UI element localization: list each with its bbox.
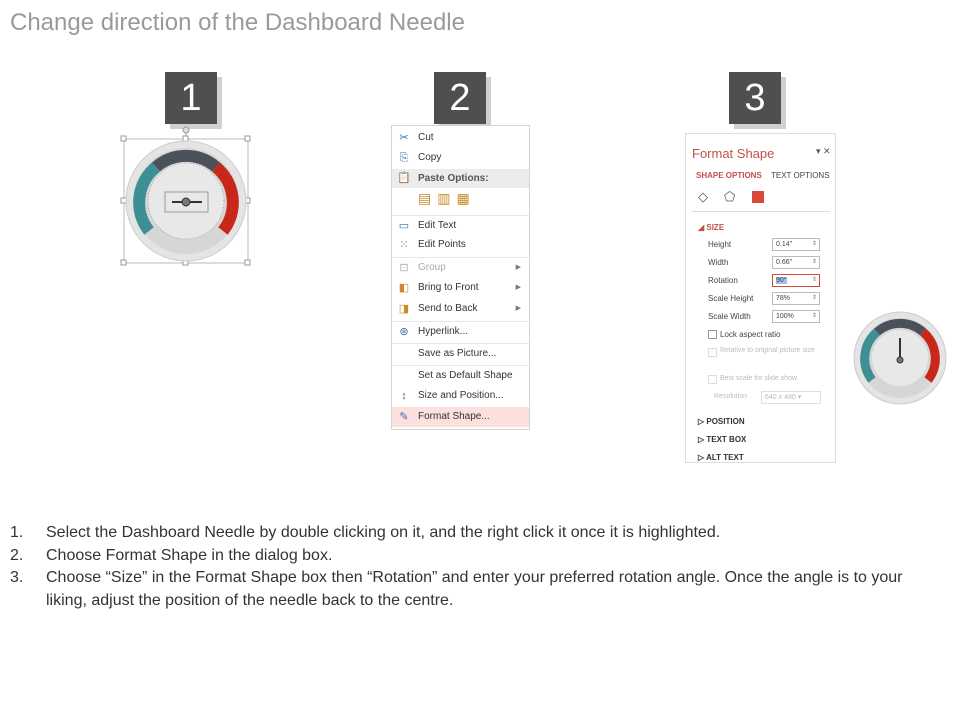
- copy-icon: ⎘: [399, 152, 409, 164]
- lock-aspect-checkbox[interactable]: [708, 330, 717, 339]
- menu-label: Save as Picture...: [418, 348, 497, 359]
- edit-points-icon: ⁙: [399, 239, 409, 251]
- scissors-icon: ✂: [399, 132, 409, 144]
- dashboard-gauge-rotated: [852, 310, 948, 406]
- page-title: Change direction of the Dashboard Needle: [10, 9, 465, 36]
- menu-label: Edit Text: [418, 220, 457, 231]
- step-badge-3: 3: [729, 72, 781, 124]
- menu-label: Size and Position...: [418, 390, 504, 401]
- menu-item-send-to-back[interactable]: [392, 299, 529, 319]
- menu-item-set-default-shape[interactable]: [392, 365, 529, 385]
- menu-label: Cut: [418, 132, 434, 143]
- instruction-text: Choose “Size” in the Format Shape box then “Rotation” and enter your preferred rotation angle. Once the angle is to your liking, adjust the position of the needle back to the centre.: [46, 569, 903, 609]
- field-label: Rotation: [708, 276, 738, 285]
- section-label: TEXT BOX: [706, 435, 747, 444]
- menu-label: Copy: [418, 152, 442, 163]
- section-label: SIZE: [706, 223, 725, 232]
- instruction-item: 2. Choose Format Shape in the dialog box.: [10, 546, 333, 564]
- submenu-arrow-icon[interactable]: ▶: [515, 284, 521, 291]
- spinner-icon[interactable]: ⇕: [811, 313, 817, 319]
- dashboard-gauge-selected[interactable]: [118, 125, 254, 270]
- menu-item-copy[interactable]: [392, 148, 529, 168]
- menu-item-size-position[interactable]: [392, 386, 529, 406]
- resolution-select[interactable]: 640 x 480 ▾: [761, 391, 821, 404]
- spinner-icon[interactable]: ⇕: [811, 295, 817, 301]
- relative-label: Relative to original picture size: [720, 347, 815, 354]
- group-icon: ⊡: [399, 262, 409, 274]
- paste-option-icons[interactable]: [418, 190, 476, 207]
- value: 100%: [776, 313, 794, 320]
- section-text-box[interactable]: ▷ TEXT BOX: [698, 435, 747, 444]
- field-label: Height: [708, 240, 732, 249]
- lock-aspect-label: Lock aspect ratio: [720, 330, 781, 339]
- scale-width-input[interactable]: [772, 310, 820, 323]
- field-label: Scale Height: [708, 294, 754, 303]
- spinner-icon[interactable]: ⇕: [811, 259, 817, 265]
- menu-item-edit-text[interactable]: [392, 215, 529, 235]
- height-input[interactable]: [772, 238, 820, 251]
- menu-item-edit-points[interactable]: [392, 235, 529, 255]
- instruction-item: 1. Select the Dashboard Needle by double clicking on it, and the right click it once it is highlighted.: [10, 524, 721, 541]
- fill-line-icon[interactable]: ◇: [698, 189, 708, 204]
- tab-text-options[interactable]: TEXT OPTIONS: [771, 171, 830, 180]
- instruction-text: Choose Format Shape in the dialog box.: [46, 546, 333, 564]
- value: 90°: [776, 277, 787, 284]
- menu-label: Send to Back: [418, 303, 478, 314]
- menu-label: Paste Options:: [418, 173, 489, 184]
- size-properties-icon[interactable]: [752, 191, 764, 203]
- step-badge-2: 2: [434, 72, 486, 124]
- relative-checkbox[interactable]: [708, 348, 717, 357]
- section-label: ALT TEXT: [706, 453, 744, 462]
- size-position-icon: ↕: [401, 390, 407, 402]
- paste-picture-icon[interactable]: ▦: [456, 190, 476, 206]
- width-input[interactable]: [772, 256, 820, 269]
- value: 640 x 480: [765, 394, 796, 401]
- scale-height-input[interactable]: [772, 292, 820, 305]
- panel-title: Format Shape: [692, 146, 775, 161]
- field-label: Width: [708, 258, 729, 267]
- hyperlink-icon: ⊛: [399, 326, 409, 338]
- format-shape-panel: [685, 133, 836, 463]
- send-back-icon: ◨: [398, 303, 410, 315]
- best-scale-checkbox[interactable]: [708, 375, 717, 384]
- menu-label: Edit Points: [418, 239, 466, 250]
- submenu-arrow-icon[interactable]: ▶: [515, 305, 521, 312]
- spinner-icon[interactable]: ⇕: [811, 241, 817, 247]
- format-shape-icon: ✎: [399, 411, 409, 423]
- section-position[interactable]: ▷ POSITION: [698, 417, 745, 426]
- menu-item-group[interactable]: [392, 257, 529, 277]
- paste-format-icon[interactable]: ▥: [437, 190, 457, 206]
- edit-text-icon: ▭: [398, 220, 410, 232]
- value: 78%: [776, 295, 791, 302]
- effects-icon[interactable]: ⬠: [724, 189, 736, 204]
- menu-item-hyperlink[interactable]: [392, 321, 529, 341]
- rotation-input[interactable]: [772, 274, 820, 287]
- step-badge-1: 1: [165, 72, 217, 124]
- context-menu: [391, 125, 530, 430]
- instruction-text: Select the Dashboard Needle by double clicking on it, and the right click it once it is highlighted.: [46, 524, 721, 541]
- menu-item-bring-to-front[interactable]: [392, 278, 529, 298]
- section-label: POSITION: [706, 417, 745, 426]
- menu-label: Format Shape...: [418, 411, 490, 422]
- menu-label: Bring to Front: [418, 282, 479, 293]
- menu-item-format-shape[interactable]: [392, 407, 529, 427]
- paste-icon: 📋: [397, 172, 411, 184]
- instructions-list: [10, 522, 940, 612]
- menu-item-save-as-picture[interactable]: [392, 343, 529, 363]
- section-alt-text[interactable]: ▷ ALT TEXT: [698, 453, 744, 462]
- bring-front-icon: ◧: [398, 282, 410, 294]
- value: 0.14": [776, 241, 793, 248]
- panel-options-icon[interactable]: ▾ ✕: [816, 146, 831, 156]
- paste-keep-text-icon[interactable]: ▤: [418, 190, 438, 206]
- resolution-label: Resolution: [714, 393, 748, 400]
- menu-label: Hyperlink...: [418, 326, 469, 337]
- spinner-icon[interactable]: ⇕: [811, 277, 817, 283]
- value: 0.66": [776, 259, 793, 266]
- menu-header-paste-options: [392, 169, 529, 188]
- submenu-arrow-icon: ▶: [515, 264, 521, 271]
- instruction-item: 3. Choose “Size” in the Format Shape box then “Rotation” and enter your preferred rotation angle. Once the angle is to your liking, adjust the position of the needle back to the centre.: [10, 569, 903, 609]
- menu-item-cut[interactable]: [392, 128, 529, 148]
- menu-label: Group: [418, 262, 446, 273]
- menu-label: Set as Default Shape: [418, 370, 513, 381]
- tab-shape-options[interactable]: SHAPE OPTIONS: [696, 171, 762, 180]
- best-scale-label: Best scale for slide show: [720, 375, 798, 382]
- field-label: Scale Width: [708, 312, 751, 321]
- section-size[interactable]: ◢ SIZE: [698, 223, 725, 232]
